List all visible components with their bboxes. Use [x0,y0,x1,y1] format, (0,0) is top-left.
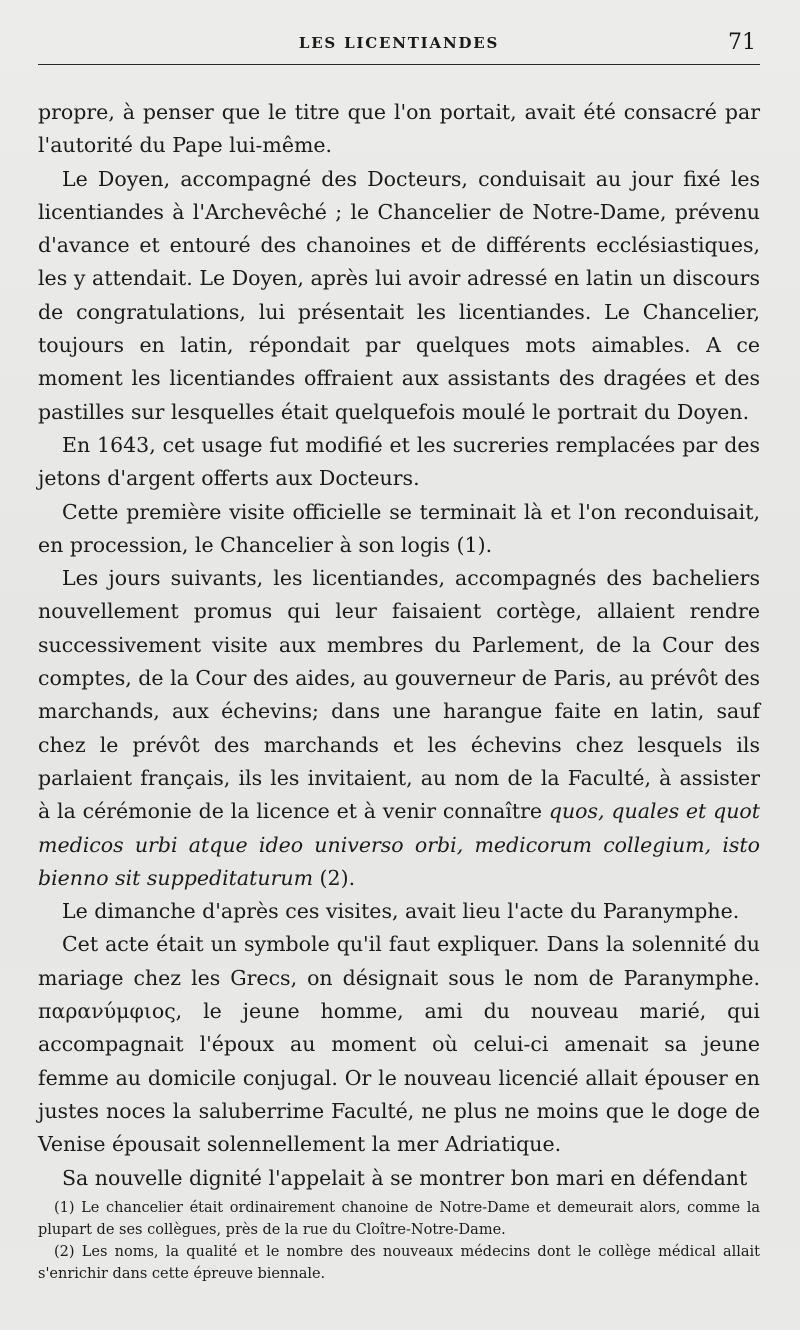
footnote-reference: (2). [313,865,356,890]
paragraph: Cette première visite officielle se terminait là et l'on reconduisait, en procession, le Chancelier à son logis (1). [38,499,760,557]
footnote: (2) Les noms, la qualité et le nombre des nouveaux médecins dont le collège médical allait s'enrichir dans cette épreuve biennale. [38,1244,760,1282]
paragraph: En 1643, cet usage fut modifié et les sucreries remplacées par des jetons d'argent offerts aux Docteurs. [38,432,760,491]
paragraph: Le dimanche d'après ces visites, avait lieu l'acte du Paranymphe. [62,899,740,924]
paragraph: Cet acte était un symbole qu'il faut expliquer. Dans la solennité du mariage chez les Grecs, on désignait sous le nom de Paranymphe. παρανύμφιος, le jeune homme, ami du nouveau marié, qui accompagnait l'époux au moment où celui-ci amenait sa jeune femme au domicile conjugal. Or le nouveau licencié allait épouser en justes noces la saluberrime Faculté, ne plus ne moins que le doge de Venise épousait solennellement la mer Adriatique. [38,932,760,1157]
latin-quotation: quos, quales et quot medicos urbi atque ideo universo orbi, medicorum collegium, isto bienno sit suppeditaturum [38,799,760,890]
footnote: (1) Le chancelier était ordinairement chanoine de Notre-Dame et demeurait alors, comme la plupart de ses collègues, près de la rue du Cloître-Notre-Dame. [38,1200,760,1238]
body-text [38,96,760,1195]
page-number: 71 [728,30,756,55]
paragraph-text: Les jours suivants, les licentiandes, accompagnés des bacheliers nouvellement promus qui leur faisaient cortège, allaient rendre successivement visite aux membres du Parlement, de la Cour des comptes, de la Cour des aides, au gouverneur de Paris, au prévôt des marchands, aux échevins; dans une harangue faite en latin, sauf chez le prévôt des marchands et les échevins chez lesquels ils parlaient français, ils les invitaient, au nom de la Faculté, à assister à la cérémonie de la licence et à venir connaître [38,566,760,824]
footnotes [38,1197,760,1285]
paragraph: Le Doyen, accompagné des Docteurs, conduisait au jour fixé les licentiandes à l'Archevêché ; le Chancelier de Notre-Dame, prévenu d'avance et entouré des chanoines et de différents ecclésiastiques, les y attendait. Le Doyen, après lui avoir adressé en latin un discours de congratulations, lui présentait les licentiandes. Le Chancelier, toujours en latin, répondait par quelques mots aimables. A ce moment les licentiandes offraient aux assistants des dragées et des pastilles sur lesquelles était quelquefois moulé le portrait du Doyen. [38,166,760,424]
page-header [38,30,760,65]
running-head: LES LICENTIANDES [298,34,500,52]
paragraph: propre, à penser que le titre que l'on portait, avait été consacré par l'autorité du Pape lui-même. [38,100,760,158]
paragraph: Sa nouvelle dignité l'appelait à se montrer bon mari en défendant [62,1165,748,1190]
paragraph [38,562,760,895]
